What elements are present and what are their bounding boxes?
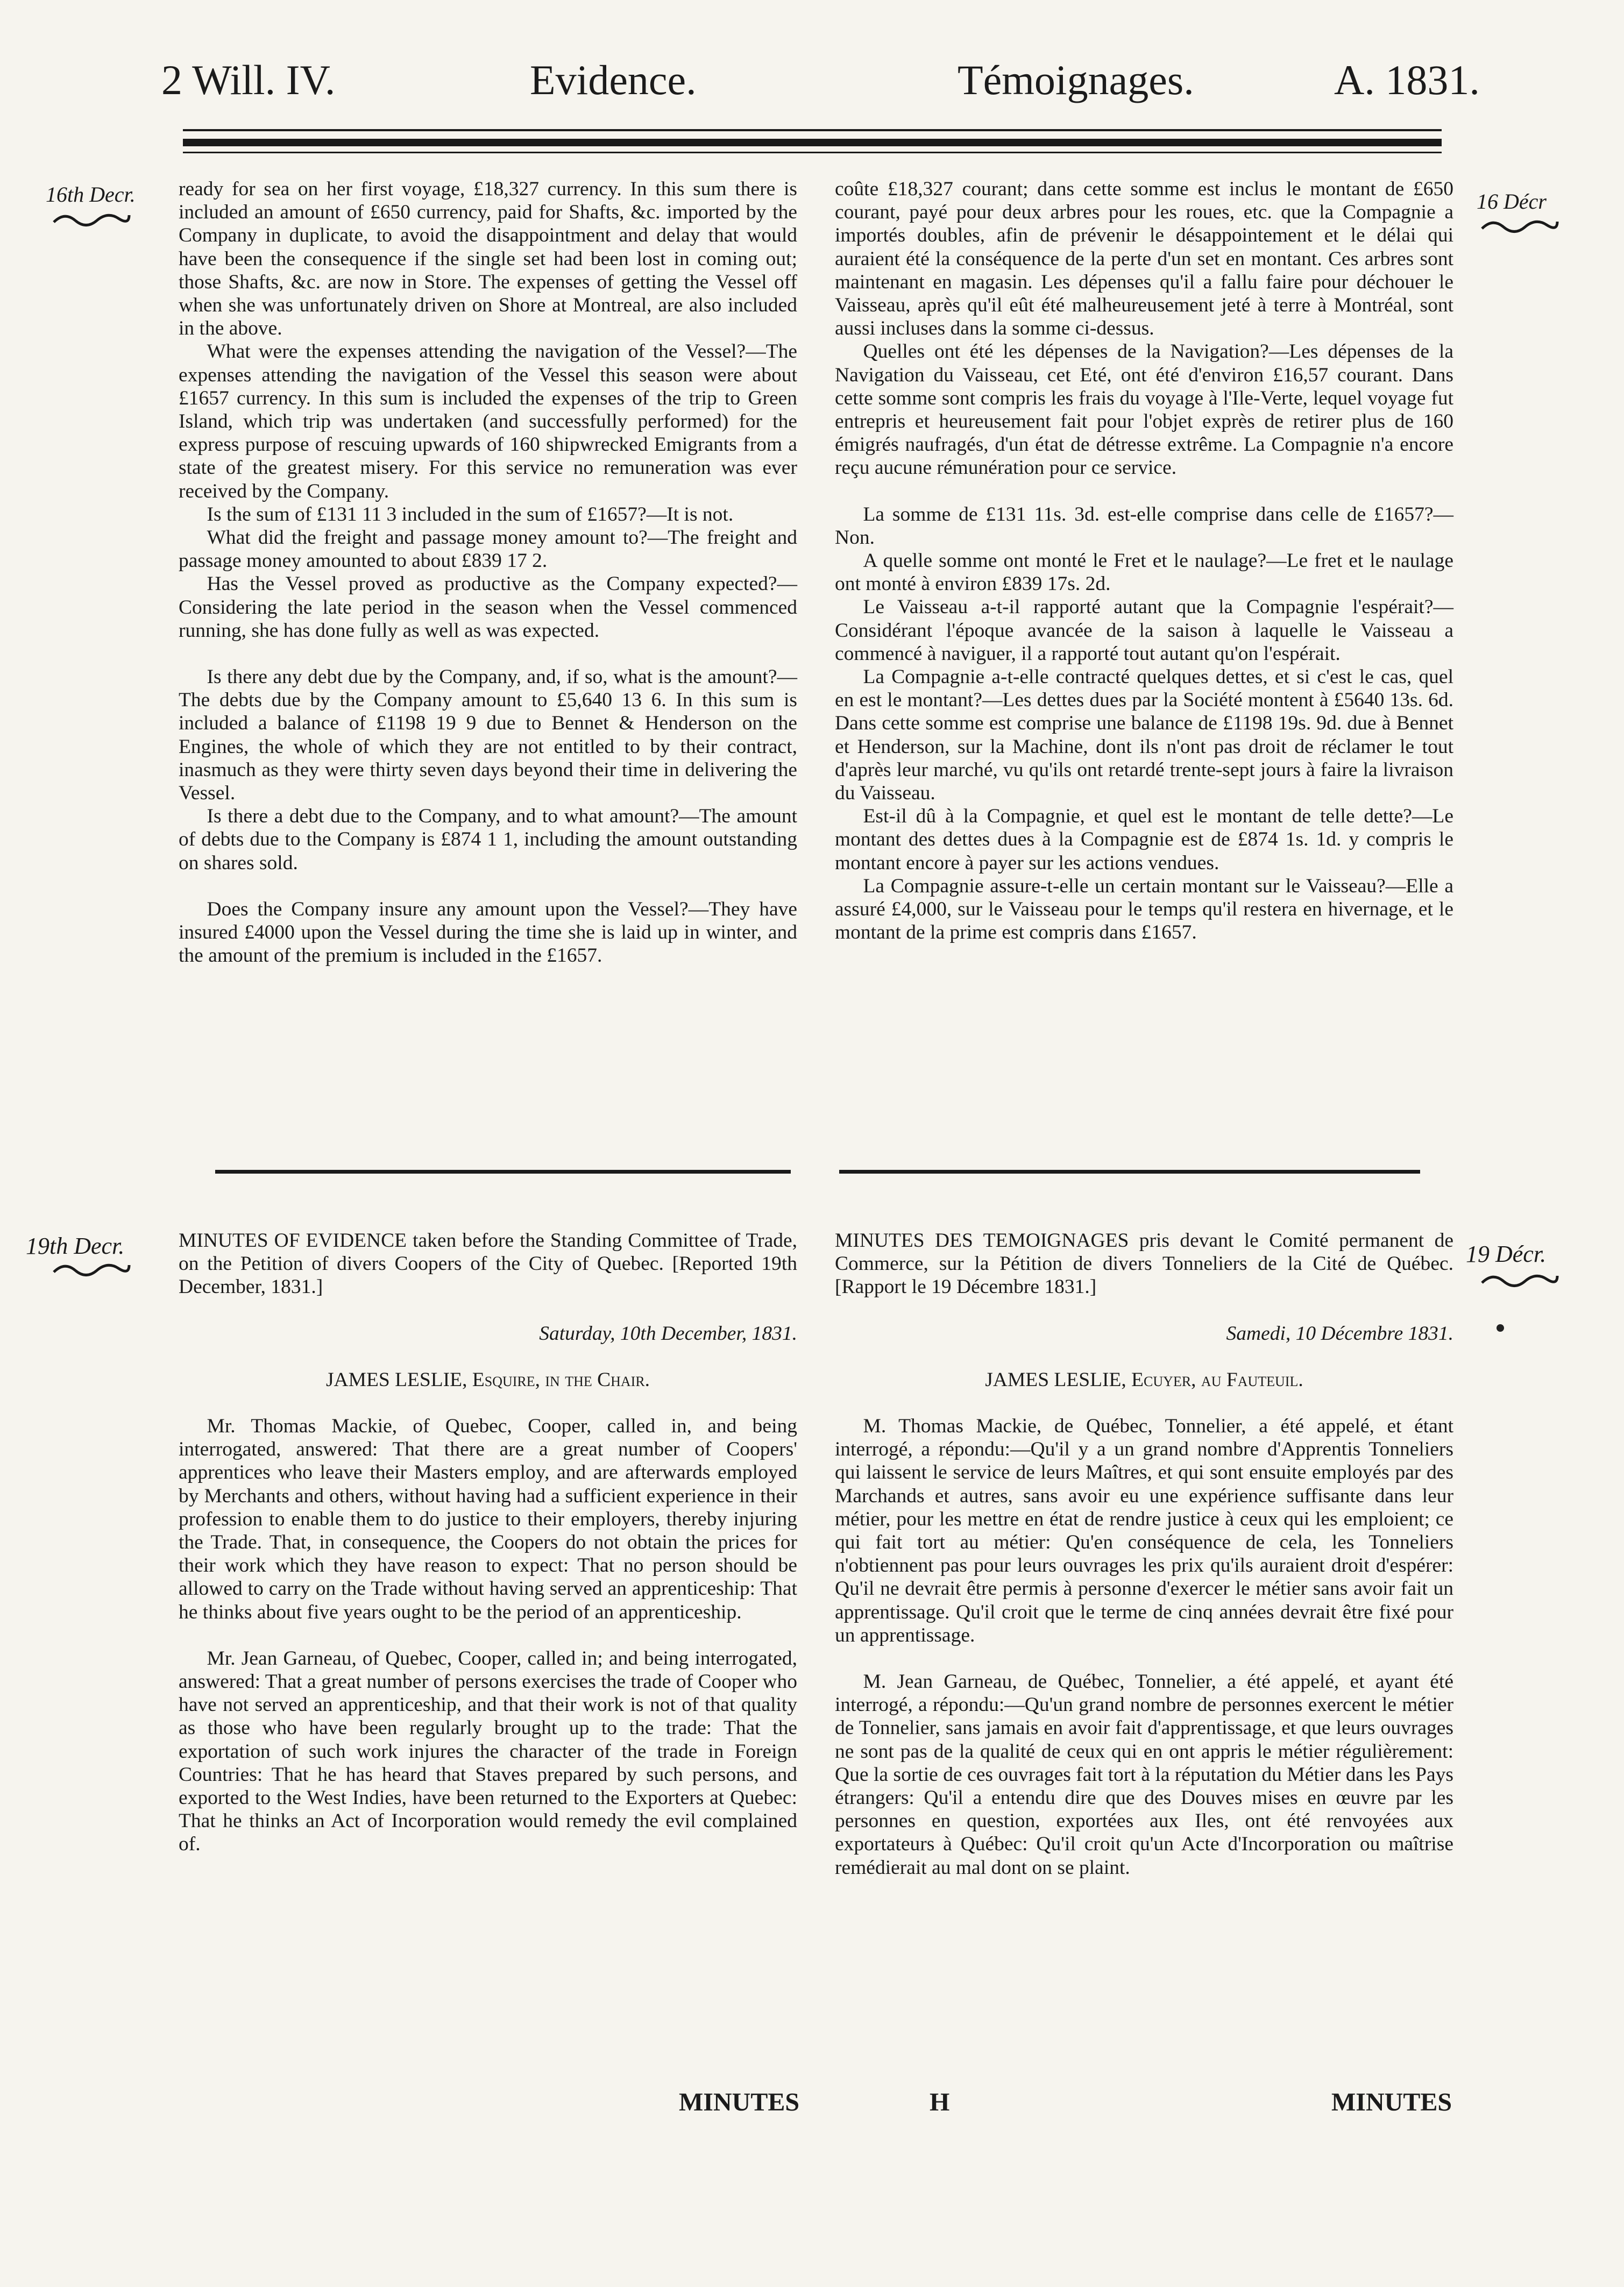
french-column-bottom bbox=[835, 1229, 1453, 1879]
margin-date-19-left: 19th Decr. bbox=[26, 1233, 125, 1259]
catchword-right: MINUTES bbox=[1331, 2088, 1452, 2116]
paragraph: Le Vaisseau a-t-il rapporté autant que la Compagnie l'espérait?—Considérant l'époque avancée de la saison à laquelle le Vaisseau a commencé à naviguer, il a rapporté tout autant qu'on l'espérait. bbox=[835, 596, 1453, 665]
margin-date-19-right: 19 Décr. bbox=[1466, 1241, 1547, 1267]
paragraph: A quelle somme ont monté le Fret et le naulage?—Le fret et le naulage ont monté à environ £839 17s. 2d. bbox=[835, 550, 1453, 595]
paragraph: Does the Company insure any amount upon the Vessel?—They have insured £4000 upon the Vessel during the time she is laid up in winter, and the amount of the premium is included in the £1657. bbox=[179, 898, 797, 967]
testimony-paragraph: Mr. Thomas Mackie, of Quebec, Cooper, called in, and being interrogated, answered: That there are a great number of Coopers' apprentices who leave their Masters employ, and are afterwards employed by Merchants and others, without having had a sufficient experience in their profession to enable them to do justice to their employers, thereby injuring the Trade. That, in consequence, the Coopers do not obtain the prices for their work which they have reason to expect: That no person should be allowed to carry on the Trade without having served an apprenticeship: That he thinks about five years ought to be the period of an apprenticeship. bbox=[179, 1415, 797, 1623]
testimony-paragraph: M. Jean Garneau, de Québec, Tonnelier, a été appelé, et ayant été interrogé, a répondu:—Qu'un grand nombre de personnes exercent le métier de Tonnelier, sans jamais en avoir fait d'apprentissage, et que leurs ouvrages ne sont pas de la qualité de ceux qui en ont appris le métier régulièrement: Que la sortie de ces ouvrages fait tort à la réputation du Métier dans les Pays étrangers: Qu'il a entendu dire que des Douves mises en œuvre par les personnes en question, exportées aux Iles, ont été renvoyées aux exportateurs à Québec: Qu'il croit qu'un Acte d'Incorporation ou maîtrise remédierait au mal dont on se plaint. bbox=[835, 1671, 1453, 1879]
english-column-top bbox=[179, 177, 797, 968]
chair-line: JAMES LESLIE, Esquire, in the Chair. bbox=[325, 1368, 650, 1391]
paragraph: La somme de £131 11s. 3d. est-elle comprise dans celle de £1657?—Non. bbox=[835, 503, 1453, 549]
testimony-paragraph: M. Thomas Mackie, de Québec, Tonnelier, a été appelé, et étant interrogé, a répondu:—Qu'il y a un grand nombre d'Apprentis Tonneliers qui laissent le service de leurs Maîtres, et qui sont ensuite employés par des Marchands et autres, sans avoir eu une expérience suffisante dans leur métier, pour les mettre en état de rendre justice à ceux qui les emploient; ce qui fait tort au métier: Qu'en conséquence de cela, les Tonneliers n'obtiennent pas pour leurs ouvrages les prix qu'ils auraient droit d'espérer: Qu'il ne devrait être permis à personne d'exercer le métier sans avoir fait un apprentissage. Qu'il croit que le terme de cinq années devrait être fixé pour un apprentissage. bbox=[835, 1415, 1453, 1646]
chair-line: JAMES LESLIE, Ecuyer, au Fauteuil. bbox=[985, 1368, 1303, 1391]
minutes-heading: MINUTES OF EVIDENCE taken before the Standing Committee of Trade, on the Petition of divers Coopers of the City of Quebec. [Reported 19th December, 1831.] bbox=[179, 1230, 797, 1298]
session-date: Saturday, 10th December, 1831. bbox=[539, 1322, 797, 1345]
paragraph: Is the sum of £131 11 3 included in the sum of £1657?—It is not. bbox=[207, 503, 734, 525]
paragraph: coûte £18,327 courant; dans cette somme est inclus le montant de £650 courant, payé pour deux arbres pour les roues, etc. que la Compagnie a importés doubles, afin de prévenir le désappointement et le délai qui auraient été la conséquence de la perte d'un set en montant. Ces arbres sont maintenant en magasin. Les dépenses qu'il a fallu faire pour déchouer le Vaisseau, après qu'il eût été malheureusement jeté à terre à Montréal, sont aussi incluses dans la somme ci-dessus. bbox=[835, 178, 1453, 340]
header-rule-thin-lower bbox=[183, 152, 1442, 153]
section-divider bbox=[215, 1170, 791, 1174]
paragraph: La Compagnie a-t-elle contracté quelques dettes, et si c'est le cas, quel en est le montant?—Les dettes dues par la Société montent à £5640 13s. 6d. Dans cette somme est comprise une balance de £1198 19s. 9d. due à Bennet et Henderson, sur la Machine, dont ils n'ont pas droit de réclamer le tout d'après leur marché, vu qu'ils ont retardé trente-sept jours à faire la livraison du Vaisseau. bbox=[835, 666, 1453, 805]
testimony-paragraph: Mr. Jean Garneau, of Quebec, Cooper, called in; and being interrogated, answered: That a great number of persons exercises the trade of Cooper who have not served an apprenticeship, and that their work is not of that quality as those who have been regularly brought up to the trade: That the exportation of such work injures the character of the trade in Foreign Countries: That he has heard that Staves prepared by such persons, and exported to the West Indies, have been returned to the Exporters at Quebec: That he thinks an Act of Incorporation would remedy the evil complained of. bbox=[179, 1647, 797, 1856]
swash-ornament-icon bbox=[51, 209, 132, 230]
paragraph: La Compagnie assure-t-elle un certain montant sur le Vaisseau?—Elle a assuré £4,000, sur le Vaisseau pour le temps qu'il restera en hivernage, et le montant de la prime est compris dans £1657. bbox=[835, 875, 1453, 944]
header-temoignages: Témoignages. bbox=[958, 56, 1194, 103]
swash-ornament-icon bbox=[51, 1259, 132, 1280]
swash-ornament-icon bbox=[1479, 1269, 1560, 1291]
header-year: A. 1831. bbox=[1334, 56, 1480, 103]
paragraph: Est-il dû à la Compagnie, et quel est le montant de telle dette?—Le montant des dettes dues à la Compagnie est de £874 1s. 1d. y compris le montant encore à payer sur les actions vendues. bbox=[835, 805, 1453, 874]
ink-dot bbox=[1497, 1324, 1504, 1332]
margin-date-16-left: 16th Decr. bbox=[46, 182, 136, 207]
margin-date-16-right: 16 Décr bbox=[1477, 189, 1547, 214]
paragraph: Is there a debt due to the Company, and to what amount?—The amount of debts due to the Company is £874 1 1, including the amount outstanding on shares sold. bbox=[179, 805, 797, 874]
english-column-bottom bbox=[179, 1229, 797, 1856]
header-evidence: Evidence. bbox=[530, 56, 697, 103]
session-date: Samedi, 10 Décembre 1831. bbox=[1226, 1322, 1453, 1345]
minutes-heading: MINUTES DES TEMOIGNAGES pris devant le Comité permanent de Commerce, sur la Pétition de divers Tonneliers de la Cité de Québec. [Rapport le 19 Décembre 1831.] bbox=[835, 1230, 1453, 1298]
paragraph: Is there any debt due by the Company, and, if so, what is the amount?—The debts due by the Company amount to £5,640 13 6. In this sum is included a balance of £1198 19 9 due to Bennet & Henderson on the Engines, the whole of which they are not entitled to by their contract, inasmuch as they were thirty seven days beyond their time in delivering the Vessel. bbox=[179, 666, 797, 805]
paragraph: What were the expenses attending the navigation of the Vessel?—The expenses attending the navigation of the Vessel this season were about £1657 currency. In this sum is included the expenses of the trip to Green Island, which trip was undertaken (and successfully performed) for the express purpose of rescuing upwards of 160 shipwrecked Emigrants from a state of the greatest misery. For this service no remuneration was ever received by the Company. bbox=[179, 340, 797, 502]
catchword-left: MINUTES bbox=[679, 2088, 800, 2116]
paragraph: What did the freight and passage money amount to?—The freight and passage money amounted to about £839 17 2. bbox=[179, 527, 797, 572]
signature-mark: H bbox=[930, 2088, 950, 2116]
paragraph: ready for sea on her first voyage, £18,327 currency. In this sum there is included an amount of £650 currency, paid for Shafts, &c. imported by the Company in duplicate, to avoid the disappointment and delay that would have been the consequence if the single set had been lost in coming out; those Shafts, &c. are now in Store. The expenses of getting the Vessel off when she was unfortunately driven on Shore at Montreal, are also included in the above. bbox=[179, 178, 797, 340]
swash-ornament-icon bbox=[1479, 215, 1560, 237]
header-rule-thick bbox=[183, 139, 1442, 146]
paragraph: Has the Vessel proved as productive as the Company expected?—Considering the late period in the season when the Vessel commenced running, she has done fully as well as was expected. bbox=[179, 573, 797, 642]
paragraph: Quelles ont été les dépenses de la Navigation?—Les dépenses de la Navigation du Vaisseau, cet Eté, ont été d'environ £16,57 courant. Dans cette somme sont compris les frais du voyage à l'Ile-Verte, lequel voyage fut entrepris et heureusement fait pour l'objet exprès de retirer plus de 160 émigrés naufragés, d'un état de détresse extrême. La Compagnie n'a encore reçu aucune rémunération pour ce service. bbox=[835, 340, 1453, 479]
section-divider bbox=[839, 1170, 1420, 1174]
header-rule-thin bbox=[183, 129, 1442, 131]
french-column-top bbox=[835, 177, 1453, 944]
header-session: 2 Will. IV. bbox=[161, 56, 336, 103]
